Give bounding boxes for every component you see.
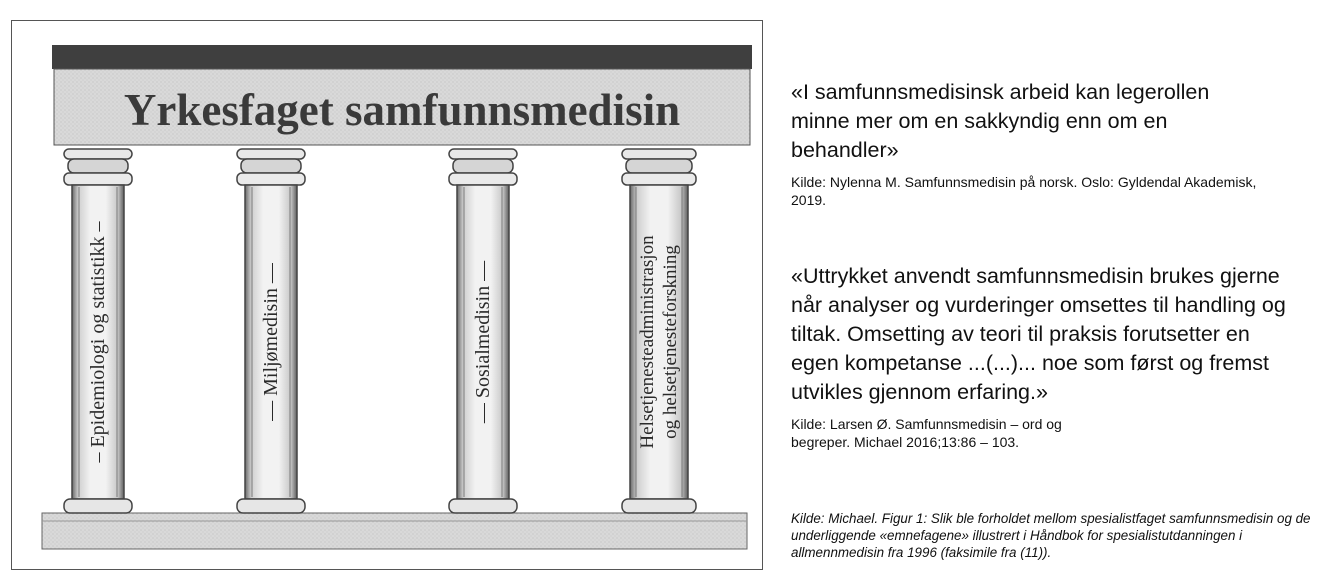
temple-diagram — [12, 21, 764, 571]
pillar-label-helsetjenesteforskning: og helsetjenesteforskning — [660, 245, 681, 439]
pillar-label-miljomedisin: — Miljømedisin — — [260, 263, 282, 421]
pillar-4 — [622, 149, 696, 513]
pillar-2 — [237, 149, 305, 513]
figure-caption: Kilde: Michael. Figur 1: Slik ble forholdet mellom spesialistfaget samfunnsmedisin og de underliggende «emnefagene» illustrert i Håndbok for spesialistutdanningen i allmennmedisin fra 1996 (faksimile fra (11)). — [791, 511, 1311, 560]
temple-base — [42, 513, 747, 549]
quote-source-1: Kilde: Nylenna M. Samfunnsmedisin på norsk. Oslo: Gyldendal Akademisk, 2019. — [791, 174, 1257, 208]
pillar-label-sosialmedisin: — Sosialmedisin — — [472, 260, 494, 424]
quote-source-2: Kilde: Larsen Ø. Samfunnsmedisin – ord og begreper. Michael 2016;13:86 – 103. — [791, 416, 1062, 450]
figure-title: Yrkesfaget samfunnsmedisin — [123, 85, 681, 135]
quote-text-2: «Uttrykket anvendt samfunnsmedisin brukes gjerne når analyser og vurderinger omsettes til handling og tiltak. Omsetting av teori til praksis forutsetter en egen kompetanse ...(...)... noe som først og fremst utvikles gjennom erfaring.» — [791, 264, 1286, 404]
pillar-label-helsetjenesteadministrasjon: Helsetjenesteadministrasjon — [637, 235, 658, 449]
pillar-3 — [449, 149, 517, 513]
figure-frame — [11, 20, 763, 570]
quote-block-1 — [791, 78, 1261, 209]
roof-slab — [52, 45, 752, 69]
pillar-label-epidemiologi: – Epidemiologi og statistikk – — [87, 221, 109, 463]
pillar-1 — [64, 149, 132, 513]
quote-block-2 — [791, 262, 1301, 451]
quote-text-1: «I samfunnsmedisinsk arbeid kan legerollen minne mer om en sakkyndig enn om en behandler» — [791, 80, 1210, 162]
